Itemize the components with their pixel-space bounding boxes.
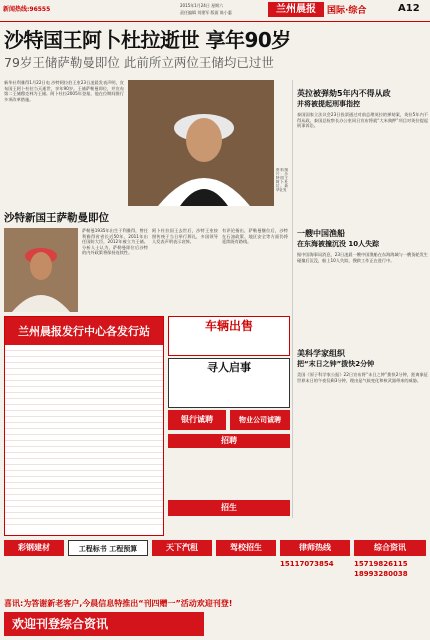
recruit-title: 招聘 xyxy=(221,436,237,445)
vehicle-ad xyxy=(168,316,290,356)
admission-title: 招生 xyxy=(221,503,237,512)
car-rental-ad: 天下汽租 xyxy=(152,540,212,556)
phone-3: 18993280038 xyxy=(354,570,408,578)
section-name: 国际·综合 xyxy=(327,6,367,16)
phone-1: 15117073854 xyxy=(280,560,334,568)
bottom-banner: 欢迎刊登综合资讯 xyxy=(4,612,204,636)
portrait-illustration xyxy=(128,80,274,206)
recruit-ad xyxy=(168,434,290,448)
article1-sub: 并将被提起刑事指控 xyxy=(297,100,360,108)
driving-school-ad: 驾校招生 xyxy=(216,540,276,556)
article2-sub: 在东海被撞沉没 10人失踪 xyxy=(297,240,380,248)
brand-logo: 兰州晨报 xyxy=(268,2,324,17)
date-line-1: 2015年1月24日 星期六 xyxy=(180,3,224,8)
page-number: A12 xyxy=(398,3,420,14)
body-text-1: 萨勒曼1935年出生于利雅得，曾任利雅得省省长近50年，2011年出任国防大臣，2012年被立为王储。分析人士认为，萨勒曼即位后沙特的内外政策将保持连续性。 xyxy=(82,228,148,256)
article1-text: 泰国国家立法议会23日投票通过对前总理英拉的弹劾案，英拉5年内不得从政。泰国总检察长办公室同日宣布将就“大米典押”项目对英拉提起刑事诉讼。 xyxy=(297,112,428,129)
bank-ad xyxy=(168,410,226,430)
distribution-banner: 兰州晨报发行中心各发行站 xyxy=(5,317,163,345)
project-ad: 工程标书 工程预算 xyxy=(68,540,148,556)
article3-sub: 把“末日之钟”拨快2分钟 xyxy=(297,360,375,368)
sub-headline: 沙特新国王萨勒曼即位 xyxy=(4,212,109,224)
body-text-2: 阿卜杜拉国王去世后，沙特王室按照传统于当日举行葬礼，多国领导人发表声明表示哀悼。 xyxy=(152,228,218,245)
bottom-ads xyxy=(4,540,426,596)
article2-title: 一艘中国渔船 xyxy=(297,229,345,238)
notice-title: 寻人启事 xyxy=(207,361,251,374)
property-title: 物业公司诚聘 xyxy=(239,416,281,424)
article3-title: 美科学家组织 xyxy=(297,349,345,358)
building-ad: 彩钢建材 xyxy=(4,540,64,556)
date-line-2: 责任编辑 刘建军 版面 陈小惠 xyxy=(180,10,232,15)
king-abdullah-photo xyxy=(128,80,274,206)
vehicle-title: 车辆出售 xyxy=(204,319,253,333)
finance-ad: 综合资讯 xyxy=(354,540,426,556)
king-salman-photo xyxy=(4,228,78,312)
right-column xyxy=(292,80,428,518)
main-subhead: 79岁王储萨勒曼即位 此前所立两位王储均已过世 xyxy=(4,55,274,70)
article1-title: 英拉被弹劾5年内不得从政 xyxy=(297,89,391,98)
property-ad xyxy=(230,410,290,430)
portrait-illustration xyxy=(4,228,78,312)
masthead xyxy=(0,0,430,22)
article3-text: 美国《原子科学家公报》22日宣布将“末日之钟”拨快2分钟，距离象征世界末日的午夜仅剩3分钟，理由是气候变化和核武器带来的威胁。 xyxy=(297,372,428,383)
main-headline: 沙特国王阿卜杜拉逝世 享年90岁 xyxy=(4,28,291,52)
photo-caption: 资料图片：沙特国王阿卜杜拉。新华社发 xyxy=(276,168,288,192)
distribution-ad xyxy=(4,316,164,536)
lead-text: 新华社利雅得1月22日电 沙特阿拉伯王室23日凌晨发表声明，宣布国王阿卜杜拉当天逝世，享年90岁。王储萨勒曼即位，并宣布第二王储穆克林为王储。阿卜杜拉2005年登基，他在位期间推行多项改革措施。 xyxy=(4,80,124,102)
body-text-3: 有评论指出，萨勒曼继位后，沙特在石油政策、地区安全等方面仍将延续既有路线。 xyxy=(222,228,288,245)
article2-text: 据中国海事局消息，23日凌晨一艘中国渔船在东海海域与一艘货轮发生碰撞后沉没，船上10人失踪，搜救工作正在进行中。 xyxy=(297,252,428,263)
phone-2: 15719826115 xyxy=(354,560,408,568)
distribution-list xyxy=(5,345,163,525)
hotline-label: 新闻热线:96555 xyxy=(3,6,51,13)
bottom-hotline: 喜讯:为答谢新老客户,今晨信息特推出“刊四赠一”活动欢迎刊登! xyxy=(4,599,233,608)
bank-title: 银行诚聘 xyxy=(181,415,213,424)
notice-ad xyxy=(168,358,290,408)
lawyer-ad: 律师热线 xyxy=(280,540,350,556)
admission-ad xyxy=(168,500,290,516)
